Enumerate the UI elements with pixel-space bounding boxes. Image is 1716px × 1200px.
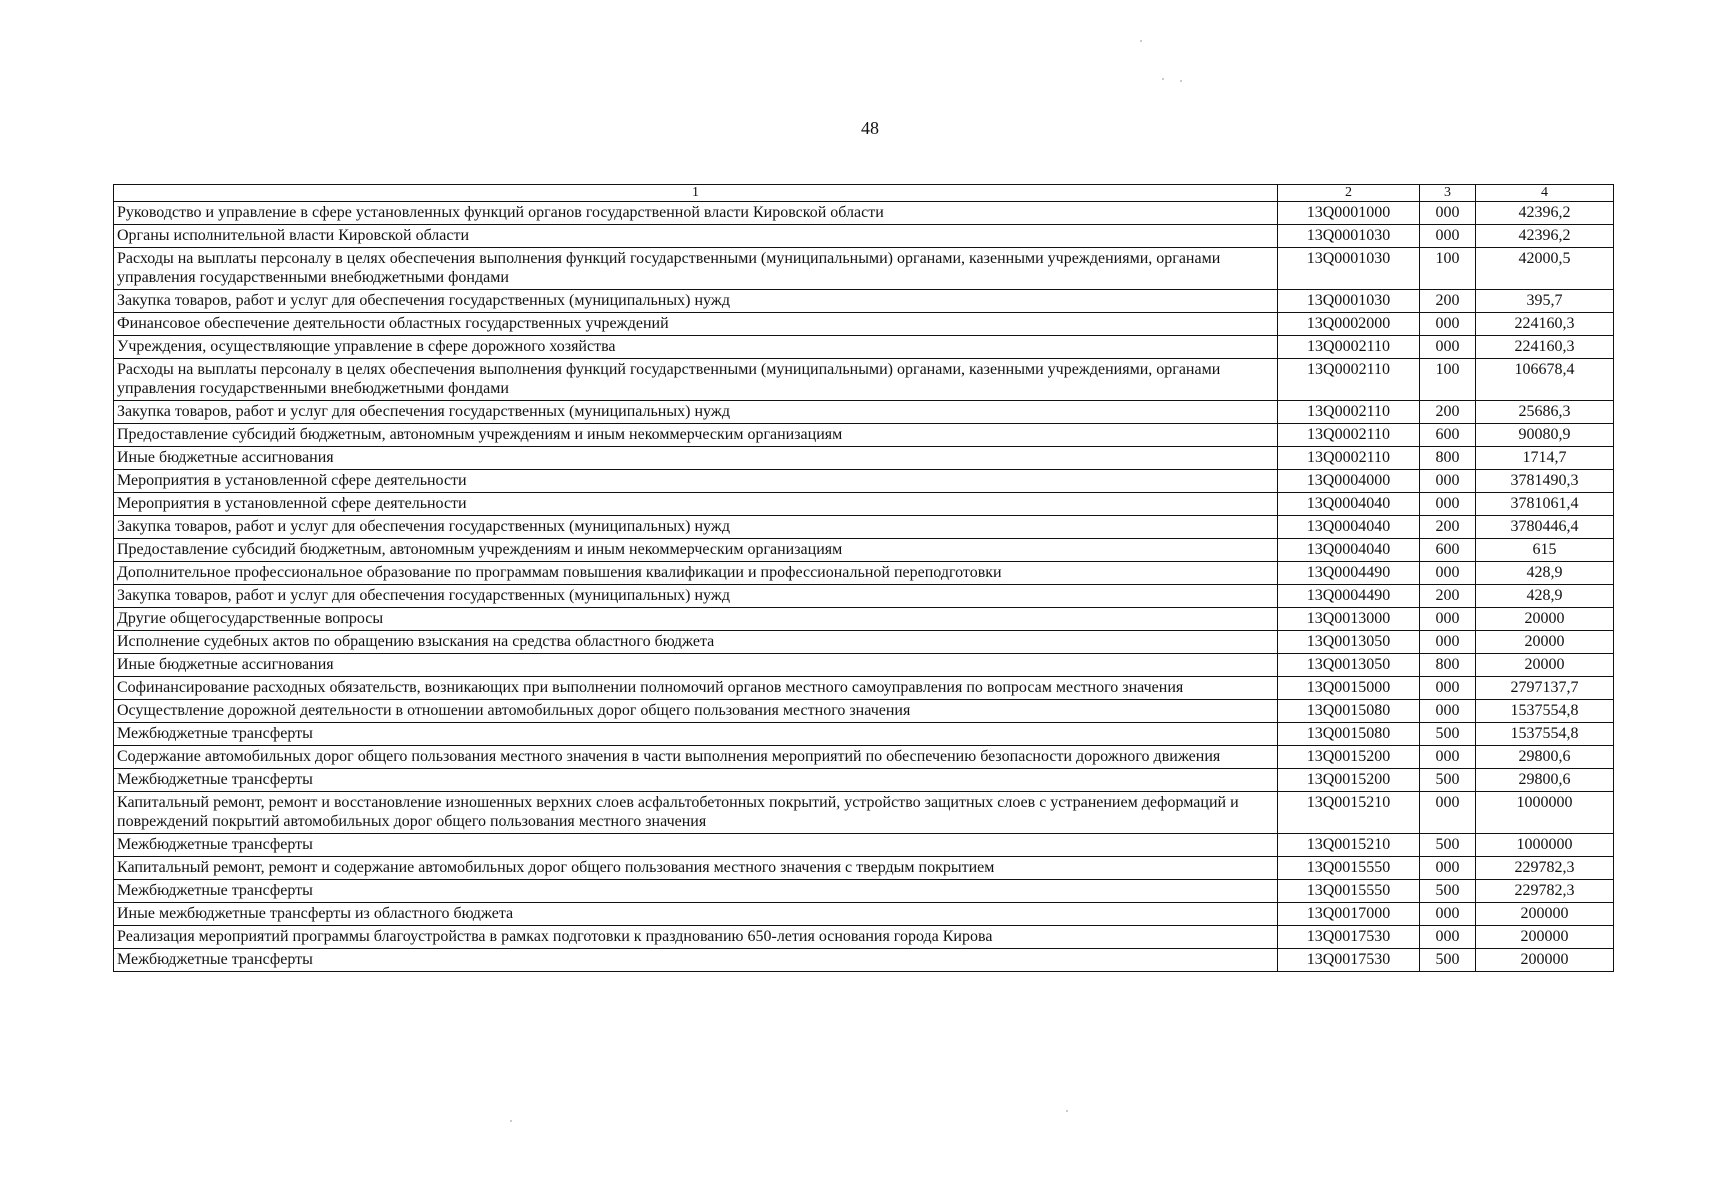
- cell-amount: 1000000: [1476, 834, 1614, 857]
- cell-amount: 615: [1476, 539, 1614, 562]
- cell-code: 13Q0004040: [1278, 539, 1420, 562]
- cell-type: 800: [1420, 447, 1476, 470]
- cell-name: Межбюджетные трансферты: [114, 880, 1278, 903]
- cell-code: 13Q0002000: [1278, 313, 1420, 336]
- cell-code: 13Q0017530: [1278, 949, 1420, 972]
- cell-code: 13Q0015550: [1278, 880, 1420, 903]
- cell-amount: 224160,3: [1476, 313, 1614, 336]
- header-col-4: 4: [1476, 185, 1614, 202]
- cell-type: 000: [1420, 493, 1476, 516]
- table-row: [114, 470, 1614, 493]
- cell-code: 13Q0015200: [1278, 746, 1420, 769]
- header-col-3: 3: [1420, 185, 1476, 202]
- table-row: [114, 631, 1614, 654]
- cell-code: 13Q0004490: [1278, 585, 1420, 608]
- cell-type: 000: [1420, 700, 1476, 723]
- cell-amount: 29800,6: [1476, 769, 1614, 792]
- cell-amount: 395,7: [1476, 290, 1614, 313]
- cell-code: 13Q0004040: [1278, 516, 1420, 539]
- cell-code: 13Q0002110: [1278, 336, 1420, 359]
- table-body: [114, 202, 1614, 972]
- cell-amount: 200000: [1476, 949, 1614, 972]
- cell-type: 000: [1420, 677, 1476, 700]
- table-row: [114, 792, 1614, 834]
- cell-name: Другие общегосударственные вопросы: [114, 608, 1278, 631]
- cell-name: Расходы на выплаты персоналу в целях обеспечения выполнения функций государственными (муниципальными) органами, казенными учреждениями, органами управления государственными внебюджетными фондами: [114, 248, 1278, 290]
- table-row: [114, 539, 1614, 562]
- cell-amount: 428,9: [1476, 562, 1614, 585]
- table-row: [114, 336, 1614, 359]
- cell-name: Иные межбюджетные трансферты из областного бюджета: [114, 903, 1278, 926]
- cell-type: 000: [1420, 631, 1476, 654]
- cell-amount: 29800,6: [1476, 746, 1614, 769]
- cell-name: Руководство и управление в сфере установленных функций органов государственной власти Кировской области: [114, 202, 1278, 225]
- table-row: [114, 401, 1614, 424]
- cell-amount: 1537554,8: [1476, 723, 1614, 746]
- cell-type: 000: [1420, 903, 1476, 926]
- cell-code: 13Q0004490: [1278, 562, 1420, 585]
- scan-speck: [1180, 80, 1182, 82]
- cell-type: 500: [1420, 880, 1476, 903]
- cell-amount: 3780446,4: [1476, 516, 1614, 539]
- cell-amount: 3781490,3: [1476, 470, 1614, 493]
- header-col-1: 1: [114, 185, 1278, 202]
- cell-name: Дополнительное профессиональное образование по программам повышения квалификации и профессиональной переподготовки: [114, 562, 1278, 585]
- cell-name: Мероприятия в установленной сфере деятельности: [114, 470, 1278, 493]
- cell-name: Иные бюджетные ассигнования: [114, 654, 1278, 677]
- cell-amount: 42000,5: [1476, 248, 1614, 290]
- cell-name: Капитальный ремонт, ремонт и содержание автомобильных дорог общего пользования местного значения с твердым покрытием: [114, 857, 1278, 880]
- cell-name: Мероприятия в установленной сфере деятельности: [114, 493, 1278, 516]
- cell-code: 13Q0004000: [1278, 470, 1420, 493]
- cell-name: Предоставление субсидий бюджетным, автономным учреждениям и иным некоммерческим организациям: [114, 539, 1278, 562]
- cell-amount: 20000: [1476, 654, 1614, 677]
- cell-name: Капитальный ремонт, ремонт и восстановление изношенных верхних слоев асфальтобетонных покрытий, устройство защитных слоев с устранением деформаций и повреждений покрытий автомобильных дорог общего пользования местного значения: [114, 792, 1278, 834]
- table-row: [114, 769, 1614, 792]
- cell-amount: 200000: [1476, 926, 1614, 949]
- table-row: [114, 746, 1614, 769]
- table-row: [114, 654, 1614, 677]
- cell-amount: 20000: [1476, 631, 1614, 654]
- cell-amount: 200000: [1476, 903, 1614, 926]
- header-col-2: 2: [1278, 185, 1420, 202]
- page-number: 48: [861, 118, 879, 138]
- table-row: [114, 903, 1614, 926]
- cell-code: 13Q0017530: [1278, 926, 1420, 949]
- cell-name: Межбюджетные трансферты: [114, 723, 1278, 746]
- cell-amount: 428,9: [1476, 585, 1614, 608]
- table-row: [114, 290, 1614, 313]
- cell-name: Содержание автомобильных дорог общего пользования местного значения в части выполнения мероприятий по обеспечению безопасности дорожного движения: [114, 746, 1278, 769]
- cell-amount: 229782,3: [1476, 880, 1614, 903]
- cell-code: 13Q0015080: [1278, 723, 1420, 746]
- table-row: [114, 516, 1614, 539]
- cell-name: Финансовое обеспечение деятельности областных государственных учреждений: [114, 313, 1278, 336]
- cell-type: 600: [1420, 424, 1476, 447]
- cell-type: 600: [1420, 539, 1476, 562]
- cell-code: 13Q0004040: [1278, 493, 1420, 516]
- cell-code: 13Q0001030: [1278, 290, 1420, 313]
- cell-code: 13Q0001030: [1278, 225, 1420, 248]
- table-row: [114, 202, 1614, 225]
- table-row: [114, 447, 1614, 470]
- scan-speck: [1066, 1110, 1068, 1112]
- table-row: [114, 723, 1614, 746]
- cell-type: 800: [1420, 654, 1476, 677]
- cell-code: 13Q0001030: [1278, 248, 1420, 290]
- cell-name: Предоставление субсидий бюджетным, автономным учреждениям и иным некоммерческим организациям: [114, 424, 1278, 447]
- table-row: [114, 949, 1614, 972]
- table-row: [114, 677, 1614, 700]
- cell-code: 13Q0013000: [1278, 608, 1420, 631]
- cell-type: 500: [1420, 723, 1476, 746]
- table-row: [114, 857, 1614, 880]
- cell-code: 13Q0002110: [1278, 447, 1420, 470]
- cell-type: 200: [1420, 401, 1476, 424]
- cell-type: 000: [1420, 792, 1476, 834]
- table-row: [114, 225, 1614, 248]
- cell-amount: 3781061,4: [1476, 493, 1614, 516]
- cell-amount: 106678,4: [1476, 359, 1614, 401]
- cell-name: Межбюджетные трансферты: [114, 949, 1278, 972]
- cell-code: 13Q0015080: [1278, 700, 1420, 723]
- cell-amount: 20000: [1476, 608, 1614, 631]
- table-row: [114, 313, 1614, 336]
- cell-code: 13Q0015000: [1278, 677, 1420, 700]
- cell-name: Иные бюджетные ассигнования: [114, 447, 1278, 470]
- cell-code: 13Q0015200: [1278, 769, 1420, 792]
- cell-type: 000: [1420, 746, 1476, 769]
- cell-amount: 2797137,7: [1476, 677, 1614, 700]
- table-row: [114, 585, 1614, 608]
- table-row: [114, 424, 1614, 447]
- cell-type: 000: [1420, 336, 1476, 359]
- table-row: [114, 834, 1614, 857]
- cell-amount: 229782,3: [1476, 857, 1614, 880]
- cell-amount: 1000000: [1476, 792, 1614, 834]
- cell-type: 200: [1420, 585, 1476, 608]
- table-row: [114, 248, 1614, 290]
- cell-name: Межбюджетные трансферты: [114, 769, 1278, 792]
- scan-speck: [510, 1120, 512, 1122]
- cell-name: Закупка товаров, работ и услуг для обеспечения государственных (муниципальных) нужд: [114, 516, 1278, 539]
- scan-speck: [1162, 78, 1164, 80]
- cell-type: 500: [1420, 834, 1476, 857]
- table-row: [114, 880, 1614, 903]
- table-row: [114, 359, 1614, 401]
- scan-speck: [1140, 40, 1142, 42]
- cell-name: Расходы на выплаты персоналу в целях обеспечения выполнения функций государственными (муниципальными) органами, казенными учреждениями, органами управления государственными внебюджетными фондами: [114, 359, 1278, 401]
- cell-type: 000: [1420, 608, 1476, 631]
- table-row: [114, 493, 1614, 516]
- cell-name: Осуществление дорожной деятельности в отношении автомобильных дорог общего пользования местного значения: [114, 700, 1278, 723]
- cell-code: 13Q0002110: [1278, 401, 1420, 424]
- cell-type: 000: [1420, 926, 1476, 949]
- cell-type: 100: [1420, 359, 1476, 401]
- cell-name: Межбюджетные трансферты: [114, 834, 1278, 857]
- cell-type: 200: [1420, 516, 1476, 539]
- table-row: [114, 562, 1614, 585]
- cell-type: 000: [1420, 225, 1476, 248]
- cell-code: 13Q0013050: [1278, 654, 1420, 677]
- cell-type: 200: [1420, 290, 1476, 313]
- cell-type: 000: [1420, 857, 1476, 880]
- cell-type: 000: [1420, 202, 1476, 225]
- table-row: [114, 926, 1614, 949]
- cell-amount: 90080,9: [1476, 424, 1614, 447]
- cell-type: 000: [1420, 470, 1476, 493]
- cell-code: 13Q0015550: [1278, 857, 1420, 880]
- cell-amount: 1537554,8: [1476, 700, 1614, 723]
- cell-code: 13Q0002110: [1278, 424, 1420, 447]
- cell-name: Учреждения, осуществляющие управление в сфере дорожного хозяйства: [114, 336, 1278, 359]
- cell-type: 500: [1420, 949, 1476, 972]
- cell-code: 13Q0017000: [1278, 903, 1420, 926]
- cell-name: Закупка товаров, работ и услуг для обеспечения государственных (муниципальных) нужд: [114, 290, 1278, 313]
- table-row: [114, 608, 1614, 631]
- cell-name: Закупка товаров, работ и услуг для обеспечения государственных (муниципальных) нужд: [114, 401, 1278, 424]
- cell-name: Закупка товаров, работ и услуг для обеспечения государственных (муниципальных) нужд: [114, 585, 1278, 608]
- cell-amount: 42396,2: [1476, 225, 1614, 248]
- budget-table: [113, 184, 1614, 972]
- cell-type: 000: [1420, 562, 1476, 585]
- cell-code: 13Q0015210: [1278, 792, 1420, 834]
- cell-type: 500: [1420, 769, 1476, 792]
- cell-code: 13Q0001000: [1278, 202, 1420, 225]
- cell-amount: 42396,2: [1476, 202, 1614, 225]
- cell-name: Исполнение судебных актов по обращению взыскания на средства областного бюджета: [114, 631, 1278, 654]
- table-row: [114, 700, 1614, 723]
- cell-code: 13Q0013050: [1278, 631, 1420, 654]
- cell-name: Софинансирование расходных обязательств, возникающих при выполнении полномочий органов местного самоуправления по вопросам местного значения: [114, 677, 1278, 700]
- cell-amount: 1714,7: [1476, 447, 1614, 470]
- cell-name: Органы исполнительной власти Кировской области: [114, 225, 1278, 248]
- cell-code: 13Q0015210: [1278, 834, 1420, 857]
- cell-type: 100: [1420, 248, 1476, 290]
- cell-amount: 224160,3: [1476, 336, 1614, 359]
- cell-name: Реализация мероприятий программы благоустройства в рамках подготовки к празднованию 650-летия основания города Кирова: [114, 926, 1278, 949]
- cell-code: 13Q0002110: [1278, 359, 1420, 401]
- header-row: [114, 185, 1614, 202]
- cell-amount: 25686,3: [1476, 401, 1614, 424]
- cell-type: 000: [1420, 313, 1476, 336]
